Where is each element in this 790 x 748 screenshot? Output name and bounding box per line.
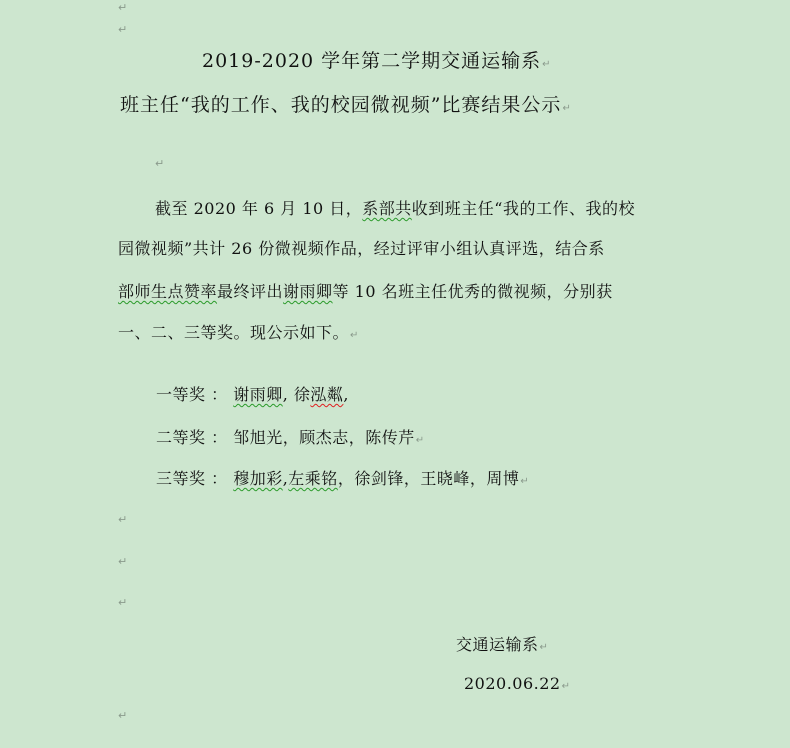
paragraph-mark: ↵	[562, 103, 571, 114]
body-line-2	[118, 236, 605, 259]
paragraph-mark: ↵	[118, 596, 128, 609]
paragraph-mark: ↵	[561, 681, 570, 692]
body-text: 等 10 名班主任优秀的微视频，分别获	[332, 282, 613, 301]
paragraph-mark: ↵	[542, 59, 551, 70]
award-name: 谢雨卿	[233, 385, 283, 404]
title-text: 班主任“我的工作、我的校园微视频”比赛结果公示	[120, 94, 562, 116]
award-name: 穆加彩	[233, 469, 283, 488]
award-first	[156, 382, 349, 405]
body-line-1	[155, 196, 635, 219]
document-title-line-2	[120, 90, 571, 117]
paragraph-mark: ↵	[118, 709, 128, 722]
award-label: 一等奖 ：	[156, 385, 228, 404]
award-second	[156, 425, 424, 448]
award-third	[156, 466, 529, 489]
paragraph-mark: ↵	[415, 435, 425, 446]
body-line-4	[118, 320, 358, 343]
paragraph-mark: ↵	[118, 513, 128, 526]
body-text: 截至 2020 年 6 月 10 日，	[155, 199, 363, 218]
signature-date-text: 2020.06.22	[464, 674, 561, 693]
signature-date	[464, 674, 570, 693]
title-text: 2019-2020 学年第二学期交通运输系	[202, 50, 542, 72]
paragraph-mark: ↵	[520, 476, 529, 487]
award-name: , 徐	[282, 385, 311, 404]
signature-text: 交通运输系	[456, 635, 539, 654]
body-text: 系部共	[362, 199, 412, 218]
body-text: 部师生点赞率	[118, 282, 218, 301]
award-name: ,	[282, 469, 289, 488]
signature-org	[456, 632, 548, 655]
award-name: 泓粼	[310, 385, 344, 404]
paragraph-mark: ↵	[118, 555, 128, 568]
paragraph-mark: ↵	[155, 157, 165, 170]
body-text: 谢雨卿	[283, 282, 333, 301]
paragraph-mark: ↵	[118, 23, 128, 36]
award-label: 三等奖 ：	[156, 469, 228, 488]
body-text: 一、二、三等奖。现公示如下。	[118, 323, 350, 342]
document-title-line-1	[202, 46, 551, 73]
body-text: 收到班主任“我的工作、我的校	[411, 199, 635, 218]
award-name: 左乘铭	[288, 469, 338, 488]
paragraph-mark: ↵	[118, 1, 128, 14]
award-name: ,	[343, 385, 349, 404]
body-text: 最终评出	[217, 282, 284, 301]
paragraph-mark: ↵	[350, 330, 359, 341]
paragraph-mark: ↵	[539, 642, 548, 653]
body-line-3	[118, 279, 613, 302]
body-text: 园微视频”共计 26 份微视频作品，经过评审小组认真评选，结合系	[118, 239, 605, 258]
award-label: 二等奖 ：	[156, 428, 228, 447]
award-name: ，徐剑锋，王晓峰，周博	[337, 469, 520, 488]
award-names: 邹旭光，顾杰志，陈传芹	[233, 428, 415, 447]
